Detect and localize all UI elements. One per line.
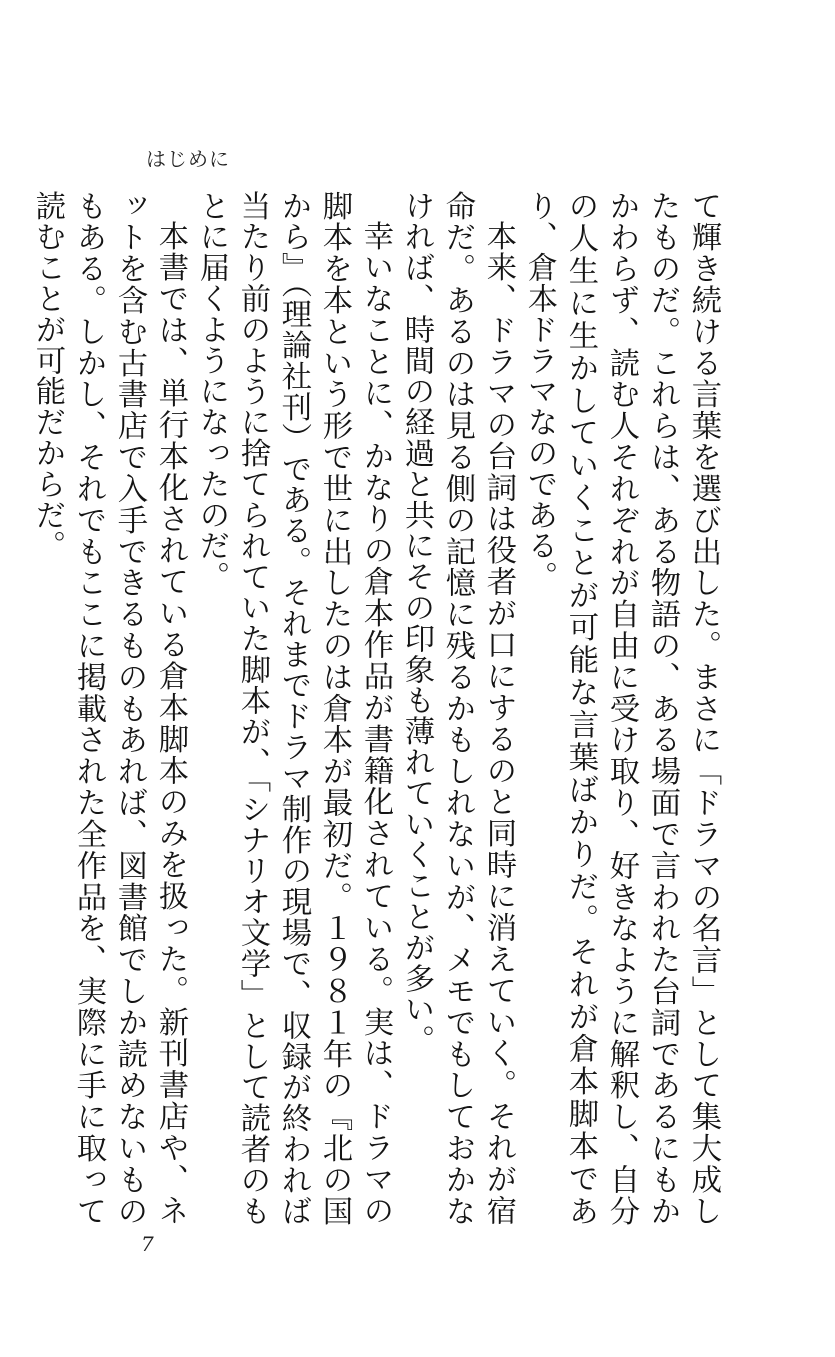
- body-text: [30, 190, 724, 1226]
- page-number: 7: [141, 1232, 154, 1256]
- paragraph-1: て輝き続ける言葉を選び出した。まさに「ドラマの名言」として集大成したものだ。これらは、ある物語の、ある場面で言われた台詞であるにもかかわらず、読む人それぞれが自由に受け取り、好きなように解釈し、自分の人生に生かしていくことが可能な言葉ばかりだ。それが倉本脚本であり、倉本ドラマなのである。: [522, 190, 721, 1226]
- paragraph-2: 本来、ドラマの台詞は役者が口にするのと同時に消えていく。それが宿命だ。あるのは見る側の記憶に残るかもしれないが、メモでもしておかなければ、時間の経過と共にその印象も薄れていくことが多い。: [399, 190, 516, 1226]
- paragraph-3: 幸いなことに、かなりの倉本作品が書籍化されている。実は、ドラマの脚本を本という形で世に出したのは倉本が最初だ。１９８１年の『北の国から』（理論社刊）である。それまでドラマ制作の現場で、収録が終われば当たり前のように捨てられていた脚本が、「シナリオ文学」として読者のもとに届くようになったのだ。: [194, 190, 393, 1226]
- running-head: はじめに: [146, 147, 230, 171]
- paragraph-4: 本書では、単行本化されている倉本脚本のみを扱った。新刊書店や、ネットを含む古書店で入手できるものもあれば、図書館でしか読めないものもある。しかし、それでもここに掲載された全作品を、実際に手に取って読むことが可能だからだ。: [30, 190, 188, 1226]
